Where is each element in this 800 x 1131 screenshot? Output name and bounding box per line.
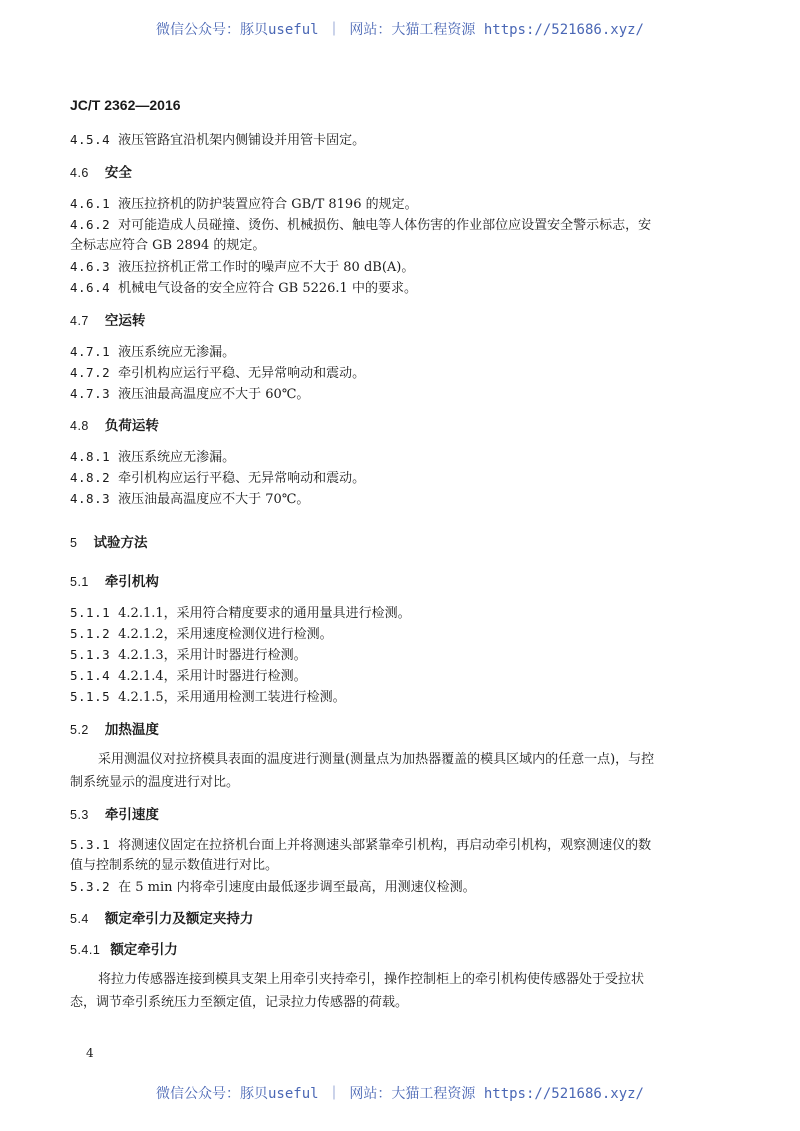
- heading-5-1: [70, 573, 159, 591]
- heading-number: 5.4.1: [70, 943, 101, 957]
- clause-number: 4.7.3: [70, 386, 111, 401]
- clause-5-1-5: [70, 688, 346, 707]
- heading-5-3: [70, 806, 159, 824]
- clause-4-6-4: [70, 279, 417, 298]
- clause-4-8-1: [70, 448, 235, 467]
- clause-number: 4.6.1: [70, 196, 111, 211]
- clause-text: 4.2.1.3，采用计时器进行检测。: [118, 648, 307, 663]
- paragraph-5-2-line-1: 采用测温仪对拉挤模具表面的温度进行测量(测量点为加热器覆盖的模具区域内的任意一点)，与控: [98, 752, 655, 767]
- clause-5-1-1: [70, 604, 411, 623]
- clause-text: 液压系统应无渗漏。: [118, 345, 236, 360]
- clause-5-1-2: [70, 625, 333, 644]
- clause-5-3-2: [70, 878, 476, 897]
- paragraph-5-4-1-line-2: 态，调节牵引系统压力至额定值，记录拉力传感器的荷载。: [70, 995, 409, 1010]
- heading-4-6: [70, 164, 132, 182]
- heading-number: 5: [70, 536, 78, 550]
- heading-text: 加热温度: [104, 722, 159, 737]
- heading-text: 负荷运转: [104, 418, 159, 433]
- clause-text: 液压拉挤机的防护装置应符合 GB/T 8196 的规定。: [118, 197, 418, 212]
- heading-5-4-1: [70, 941, 178, 959]
- heading-4-8: [70, 417, 159, 435]
- clause-4-6-3: [70, 258, 414, 277]
- clause-5-3-1-continuation: 值与控制系统的显示数值进行对比。: [70, 858, 279, 873]
- page-number: 4: [86, 1046, 94, 1060]
- clause-5-1-3: [70, 646, 307, 665]
- clause-4-8-2: [70, 469, 365, 488]
- clause-4-6-2: [70, 216, 651, 235]
- clause-number: 5.1.5: [70, 689, 111, 704]
- clause-text: 液压系统应无渗漏。: [118, 450, 236, 465]
- heading-text: 牵引速度: [104, 807, 159, 822]
- bottom-watermark-banner: 微信公众号：豚贝useful ｜ 网站：大猫工程资源 https://521686.xyz/: [155, 1086, 644, 1102]
- clause-text: 对可能造成人员碰撞、烫伤、机械损伤、触电等人体伤害的作业部位应设置安全警示标志，安: [118, 218, 652, 233]
- clause-4-7-3: [70, 385, 309, 404]
- clause-text: 将测速仪固定在拉挤机台面上并将测速头部紧靠牵引机构，再启动牵引机构，观察测速仪的数: [118, 838, 652, 853]
- clause-text: 在 5 min 内将牵引速度由最低逐步调至最高，用测速仪检测。: [118, 880, 476, 895]
- clause-number: 5.1.3: [70, 647, 111, 662]
- document-id: JC/T 2362—2016: [70, 97, 181, 113]
- heading-text: 空运转: [104, 313, 146, 328]
- heading-text: 额定牵引力: [110, 942, 178, 957]
- heading-4-7: [70, 312, 145, 330]
- clause-text: 液压管路宜沿机架内侧铺设并用管卡固定。: [118, 133, 366, 148]
- clause-text: 4.2.1.5，采用通用检测工装进行检测。: [118, 690, 346, 705]
- heading-text: 安全: [104, 165, 132, 180]
- heading-number: 5.1: [70, 575, 89, 589]
- clause-number: 4.8.1: [70, 449, 111, 464]
- paragraph-5-2-line-2: 制系统显示的温度进行对比。: [70, 775, 240, 790]
- clause-number: 5.1.1: [70, 605, 111, 620]
- clause-number: 5.1.2: [70, 626, 111, 641]
- heading-5-2: [70, 721, 159, 739]
- clause-number: 5.3.1: [70, 837, 111, 852]
- top-watermark-banner: 微信公众号：豚贝useful ｜ 网站：大猫工程资源 https://521686.xyz/: [155, 22, 644, 38]
- clause-4-7-2: [70, 364, 365, 383]
- clause-number: 4.6.2: [70, 217, 111, 232]
- clause-4-6-2-continuation: 全标志应符合 GB 2894 的规定。: [70, 238, 266, 253]
- heading-5-4: [70, 910, 253, 928]
- clause-4-8-3: [70, 490, 309, 509]
- heading-text: 额定牵引力及额定夹持力: [104, 911, 254, 926]
- heading-number: 4.6: [70, 166, 89, 180]
- clause-text: 4.2.1.4，采用计时器进行检测。: [118, 669, 307, 684]
- clause-text: 牵引机构应运行平稳、无异常响动和震动。: [118, 366, 366, 381]
- heading-text: 牵引机构: [104, 574, 159, 589]
- clause-4-7-1: [70, 343, 235, 362]
- clause-text: 液压拉挤机正常工作时的噪声应不大于 80 dB(A)。: [118, 260, 415, 275]
- clause-number: 4.7.2: [70, 365, 111, 380]
- paragraph-5-4-1-line-1: 将拉力传感器连接到模具支架上用牵引夹持牵引，操作控制柜上的牵引机构使传感器处于受拉状: [98, 972, 645, 987]
- heading-5: [70, 534, 147, 552]
- clause-number: 4.5.4: [70, 132, 111, 147]
- clause-number: 4.7.1: [70, 344, 111, 359]
- clause-text: 牵引机构应运行平稳、无异常响动和震动。: [118, 471, 366, 486]
- clause-5-3-1: [70, 836, 651, 855]
- heading-number: 4.7: [70, 314, 89, 328]
- clause-text: 液压油最高温度应不大于 70℃。: [118, 492, 310, 507]
- clause-number: 4.6.4: [70, 280, 111, 295]
- heading-number: 5.4: [70, 912, 89, 926]
- clause-5-1-4: [70, 667, 307, 686]
- clause-number: 4.8.3: [70, 491, 111, 506]
- clause-4-6-1: [70, 195, 418, 214]
- clause-number: 5.3.2: [70, 879, 111, 894]
- clause-number: 5.1.4: [70, 668, 111, 683]
- clause-text: 液压油最高温度应不大于 60℃。: [118, 387, 310, 402]
- clause-text: 4.2.1.2，采用速度检测仪进行检测。: [118, 627, 333, 642]
- clause-text: 4.2.1.1，采用符合精度要求的通用量具进行检测。: [118, 606, 411, 621]
- clause-number: 4.8.2: [70, 470, 111, 485]
- heading-number: 5.2: [70, 723, 89, 737]
- heading-number: 4.8: [70, 419, 89, 433]
- heading-number: 5.3: [70, 808, 89, 822]
- clause-text: 机械电气设备的安全应符合 GB 5226.1 中的要求。: [118, 281, 417, 296]
- heading-text: 试验方法: [93, 535, 148, 550]
- clause-number: 4.6.3: [70, 259, 111, 274]
- clause-4-5-4: [70, 131, 365, 150]
